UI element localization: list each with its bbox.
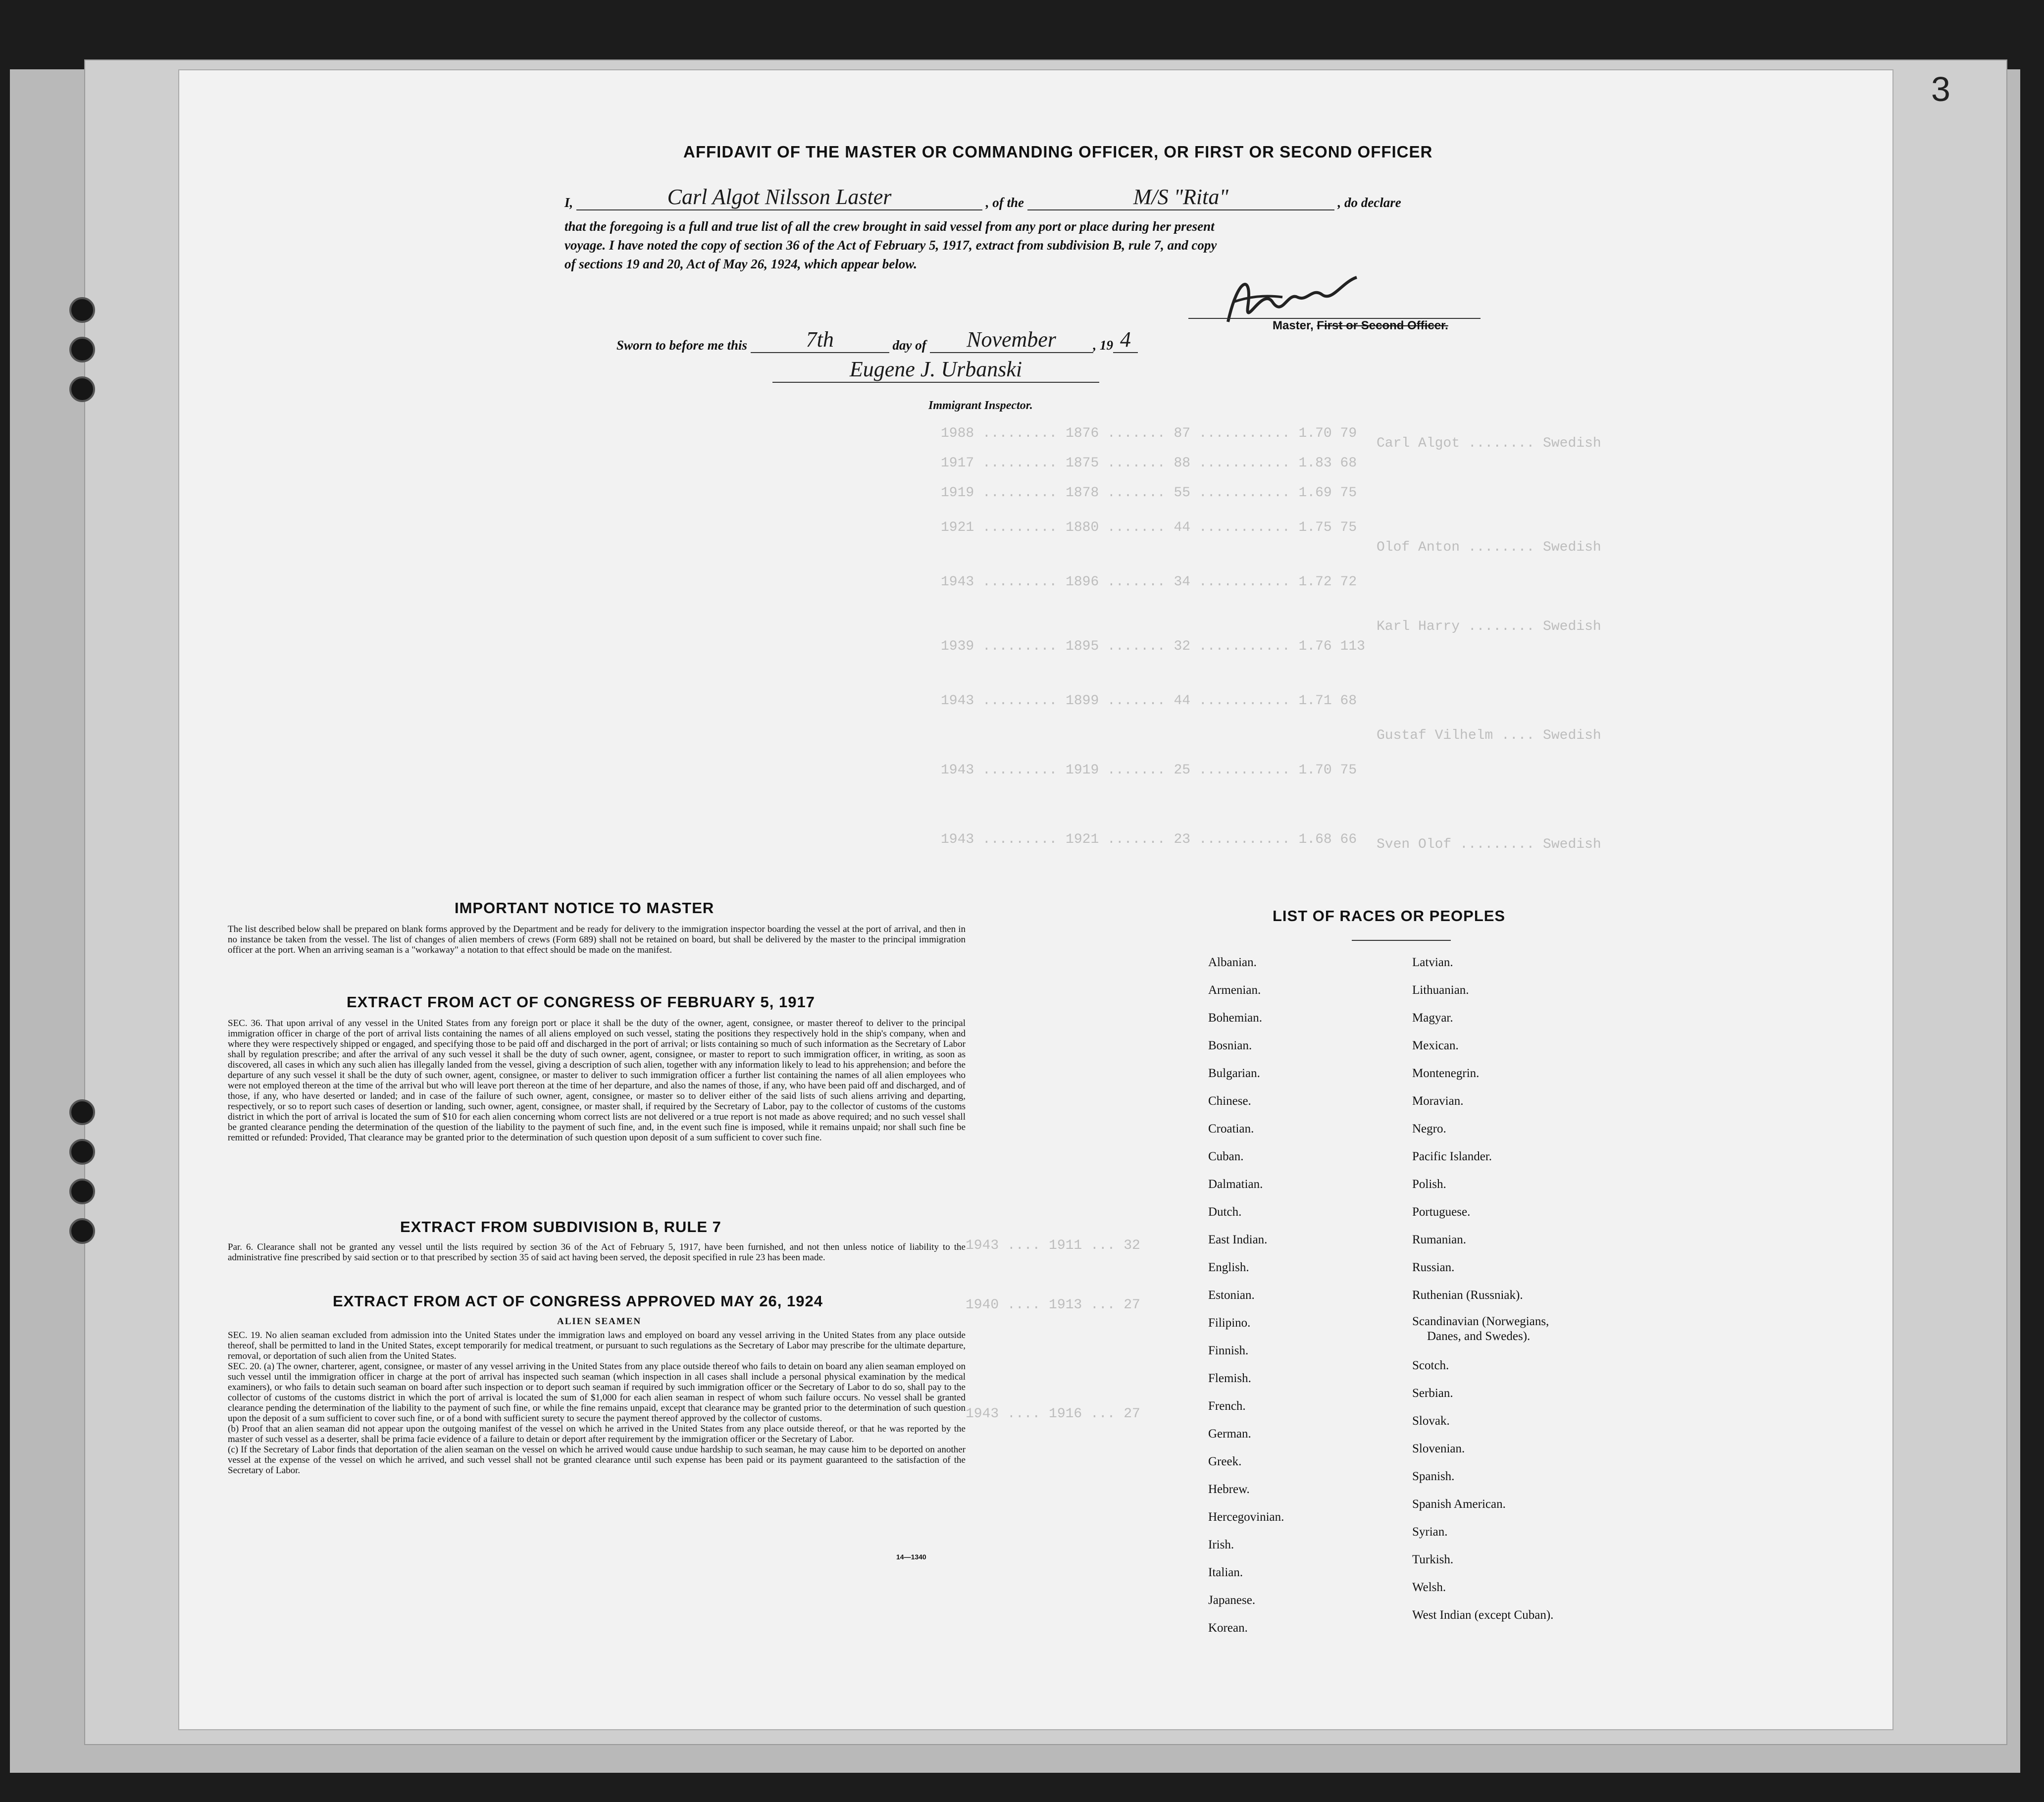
race-item: Albanian. [1208, 956, 1257, 969]
race-item: Mexican. [1412, 1039, 1459, 1052]
race-item: Spanish. [1412, 1470, 1455, 1483]
struck-officer-title: First or Second Officer. [1317, 319, 1448, 332]
inspector-name-field: Eugene J. Urbanski [772, 357, 1099, 383]
affidavit-title: AFFIDAVIT OF THE MASTER OR COMMANDING OFFICER, OR FIRST OR SECOND OFFICER [683, 143, 1433, 161]
bleed-through-text: 1943 ......... 1896 ....... 34 ........... 1.72 72 [941, 574, 1357, 590]
race-item: Filipino. [1208, 1316, 1251, 1330]
race-item: Croatian. [1208, 1122, 1254, 1135]
race-item: East Indian. [1208, 1233, 1268, 1246]
form-number: 14—1340 [896, 1553, 926, 1561]
race-item: Chinese. [1208, 1094, 1251, 1108]
race-item: Korean. [1208, 1621, 1248, 1635]
sworn-year-field: 4 [1113, 327, 1138, 353]
race-item: Armenian. [1208, 983, 1261, 997]
notice-text: The list described below shall be prepared on blank forms approved by the Department and be ready for delivery to the immigration inspector boarding the vessel at the port of arrival, and then in no instance be taken from the vessel. The list of changes of alien members of crews (Form 689) shall not be retained on board, but shall be delivered by the master to the principal immigration officer at the port. When an arriving seaman is a "workaway" a notation to that effect should be made on the manifest. [228, 924, 966, 955]
alien-seamen-subtitle: ALIEN SEAMEN [557, 1316, 642, 1327]
bleed-through-text: 1988 ......... 1876 ....... 87 ........... 1.70 79 [941, 426, 1357, 441]
races-column-1 [1208, 949, 1284, 1642]
binder-hole-icon [69, 1139, 95, 1165]
extract-1924-text: SEC. 19. No alien seaman excluded from admission into the United States under the immigration laws and employed on board any vessel arriving in the United States from any place outside thereof, shall be permitted to land in the United States, except temporarily for medical treatment, or pursuant to such regulations as the Secretary of Labor may prescribe for the ultimate departure, removal, or deportation of such alien from the United States. SEC. 20. (a) The owner, charterer, agent, consignee, or master of any vessel arriving in the United States from any place outside thereof who fails to detain on board any alien seaman employed on such vessel until the immigration officer in charge at the port of arrival has inspected such seaman (which inspection in all cases shall include a personal physical examination by the medical examiners), or who fails to detain such seaman on board after such inspection or to deport such seaman if required by such immigration officer or the Secretary of Labor to do so, shall pay to the collector of customs of the customs district in which the port of arrival is located the sum of $1,000 for each alien seaman in respect of whom such failure occurs. No vessel shall be granted clearance pending the determination of the liability to the payment of such fine, or while the fine remains unpaid, except that clearance may be granted prior to the determination of such question upon the deposit of a sum sufficient to cover such fine, or of a bond with sufficient surety to secure the payment thereof approved by the collector of customs. (b) Proof that an alien seaman did not appear upon the outgoing manifest of the vessel on which he arrived in the United States from any place outside thereof, or that he was reported by the master of such vessel as a deserter, shall be prima facie evidence of a failure to detain or deport after requirement by the immigration officer or the Secretary of Labor. (c) If the Secretary of Labor finds that deportation of the alien seaman on the vessel on which he arrived would cause undue hardship to such seaman, he may cause him to be deported on another vessel at the expense of the vessel on which he arrived, and such vessel shall not be granted clearance until such expense has been paid or its payment guaranteed to the satisfaction of the Secretary of Labor. [228, 1330, 966, 1476]
race-item: Turkish. [1412, 1553, 1454, 1566]
race-item: Slovak. [1412, 1414, 1450, 1428]
race-item: Montenegrin. [1412, 1067, 1480, 1080]
sworn-day-field: 7th [751, 327, 889, 353]
race-item: Latvian. [1412, 956, 1453, 969]
binder-hole-icon [69, 1099, 95, 1125]
races-divider [1352, 940, 1451, 941]
do-declare-label: , do declare [1337, 195, 1401, 210]
race-item: Danes, and Swedes). [1427, 1330, 1531, 1343]
binder-hole-icon [69, 297, 95, 323]
extract-rule7-text: Par. 6. Clearance shall not be granted any vessel until the lists required by section 36 of the Act of February 5, 1917, have been furnished, and not then unless notice of liability to the administrative fine prescribed by said section or to that prescribed by section 35 of said act having been served, the deposit specified in rule 23 has been made. [228, 1242, 966, 1263]
races-column-2 [1412, 949, 1553, 1629]
race-item: Estonian. [1208, 1288, 1255, 1302]
race-item: Cuban. [1208, 1150, 1244, 1163]
race-item: Welsh. [1412, 1581, 1446, 1594]
race-item: Syrian. [1412, 1525, 1448, 1539]
binder-hole-icon [69, 376, 95, 402]
declaration-text: voyage. I have noted the copy of section 36 of the Act of February 5, 1917, extract from subdivision B, rule 7, and copy [564, 238, 1217, 253]
race-item: Pacific Islander. [1412, 1150, 1492, 1163]
race-item: Scotch. [1412, 1359, 1449, 1372]
race-item: Irish. [1208, 1538, 1234, 1551]
extract-1924-title: EXTRACT FROM ACT OF CONGRESS APPROVED MAY 26, 1924 [333, 1292, 823, 1310]
race-item: Russian. [1412, 1261, 1455, 1274]
bleed-through-text: Olof Anton ........ Swedish [1377, 540, 1601, 555]
race-item: Flemish. [1208, 1372, 1251, 1385]
bleed-through-text: 1943 .... 1911 ... 32 [966, 1238, 1140, 1253]
race-item: German. [1208, 1427, 1251, 1441]
sworn-month-field: November [930, 327, 1093, 353]
declaration-intro: I, [564, 195, 573, 210]
race-item: Polish. [1412, 1178, 1446, 1191]
race-item: Bulgarian. [1208, 1067, 1260, 1080]
declaration-line [564, 184, 1401, 210]
race-item: Bohemian. [1208, 1011, 1263, 1025]
race-item: West Indian (except Cuban). [1412, 1608, 1554, 1622]
race-item: Ruthenian (Russniak). [1412, 1288, 1523, 1302]
bleed-through-text: 1943 ......... 1919 ....... 25 ........... 1.70 75 [941, 763, 1357, 778]
race-item: Rumanian. [1412, 1233, 1467, 1246]
race-item: French. [1208, 1399, 1246, 1413]
bleed-through-text: 1939 ......... 1895 ....... 32 ........... 1.76 113 [941, 639, 1365, 654]
officer-title-label: Master, First or Second Officer. [1273, 319, 1448, 332]
declaration-text: that the foregoing is a full and true list of all the crew brought in said vessel from any port or place during her present [564, 219, 1215, 234]
bleed-through-text: 1943 ......... 1899 ....... 44 ........... 1.71 68 [941, 693, 1357, 709]
officer-name-field: Carl Algot Nilsson Laster [576, 184, 982, 210]
bleed-through-text: Karl Harry ........ Swedish [1377, 619, 1601, 634]
sworn-line: Sworn to before me this 7th day of November , 19 4 [616, 327, 1138, 353]
race-item: Finnish. [1208, 1344, 1249, 1357]
binder-hole-icon [69, 1218, 95, 1244]
bleed-through-text: 1943 ......... 1921 ....... 23 ........... 1.68 66 [941, 832, 1357, 847]
race-item: Hebrew. [1208, 1483, 1250, 1496]
race-item: Slovenian. [1412, 1442, 1465, 1455]
declaration-text: of sections 19 and 20, Act of May 26, 1924, which appear below. [564, 257, 917, 271]
race-item: Serbian. [1412, 1387, 1453, 1400]
race-item: Hercegovinian. [1208, 1510, 1284, 1524]
page-number: 3 [1931, 70, 1950, 108]
bleed-through-text: 1917 ......... 1875 ....... 88 ........... 1.83 68 [941, 456, 1357, 471]
race-item: Dutch. [1208, 1205, 1242, 1219]
notice-title: IMPORTANT NOTICE TO MASTER [455, 899, 715, 917]
race-item: Lithuanian. [1412, 983, 1469, 997]
race-item: Scandinavian (Norwegians, [1412, 1315, 1549, 1328]
bleed-through-text: Gustaf Vilhelm .... Swedish [1377, 728, 1601, 743]
bleed-through-text: Carl Algot ........ Swedish [1377, 436, 1601, 451]
race-item: Magyar. [1412, 1011, 1453, 1025]
extract-rule7-title: EXTRACT FROM SUBDIVISION B, RULE 7 [400, 1218, 721, 1236]
race-item: Dalmatian. [1208, 1178, 1263, 1191]
race-item: Portuguese. [1412, 1205, 1471, 1219]
race-item: Spanish American. [1412, 1497, 1506, 1511]
race-item: Japanese. [1208, 1594, 1256, 1607]
race-item: Greek. [1208, 1455, 1242, 1468]
bleed-through-text: 1943 .... 1916 ... 27 [966, 1406, 1140, 1422]
inspector-signature-line [772, 357, 1099, 383]
race-item: Bosnian. [1208, 1039, 1252, 1052]
bleed-through-text: Sven Olof ......... Swedish [1377, 837, 1601, 852]
inspector-label: Immigrant Inspector. [928, 399, 1033, 412]
race-item: English. [1208, 1261, 1249, 1274]
race-item: Negro. [1412, 1122, 1446, 1135]
bleed-through-text: 1940 .... 1913 ... 27 [966, 1297, 1140, 1313]
race-item: Moravian. [1412, 1094, 1464, 1108]
binder-hole-icon [69, 1179, 95, 1204]
vessel-name-field: M/S "Rita" [1027, 184, 1334, 210]
extract-1917-title: EXTRACT FROM ACT OF CONGRESS OF FEBRUARY 5, 1917 [347, 993, 815, 1011]
extract-1917-text: SEC. 36. That upon arrival of any vessel in the United States from any foreign port or place it shall be the duty of the owner, agent, consignee, or master thereof to deliver to the principal immigration officer in charge of the port of arrival lists containing the names of all aliens employed on such vessel, stating the positions they respectively hold in the ship's company, when and where they were respectively shipped or engaged, and specifying those to be paid off and discharged in the port of arrival; or lists containing so much of such information as the Secretary of Labor shall by regulation prescribe; and after the arrival of any such vessel it shall be the duty of such owner, agent, consignee, or master to report to such immigration officer, in writing, as soon as discovered, all cases in which any such alien has illegally landed from the vessel, giving a description of such alien, together with any information likely to lead to his apprehension; and before the departure of any such vessel it shall be the duty of such owner, agent, consignee, or master to deliver to such immigration officer a further list containing the names of all alien employees who were not employed thereon at the time of the arrival but who will leave port thereon at the time of her departure, and also the names of those, if any, who have been paid off and discharged, and of those, if any, who have deserted or landed; and in case of the failure of such owner, agent, consignee, or master so to deliver either of the said lists of such aliens arriving and departing, respectively, or so to report such cases of desertion or landing, such owner, agent, consignee, or master shall, if required by the Secretary of Labor, pay to the collector of customs of the customs district in which the port of arrival is located the sum of $10 for each alien concerning whom correct lists are not delivered or a true report is not made as above required; and no such vessel shall be granted clearance pending the determination of the question of the liability to the payment of such fine, and, in the event such fine is imposed, while it remains unpaid; nor shall such fine be remitted or refunded: Provided, That clearance may be granted prior to the determination of such question upon deposit of a sum sufficient to cover such fine. [228, 1018, 966, 1143]
bleed-through-text: 1921 ......... 1880 ....... 44 ........... 1.75 75 [941, 520, 1357, 535]
race-item: Italian. [1208, 1566, 1243, 1579]
bleed-through-text: 1919 ......... 1878 ....... 55 ........... 1.69 75 [941, 485, 1357, 501]
of-the-label: , of the [985, 195, 1024, 210]
binder-hole-icon [69, 337, 95, 362]
affidavit-page [178, 69, 1893, 1730]
races-title: LIST OF RACES OR PEOPLES [1273, 907, 1506, 925]
